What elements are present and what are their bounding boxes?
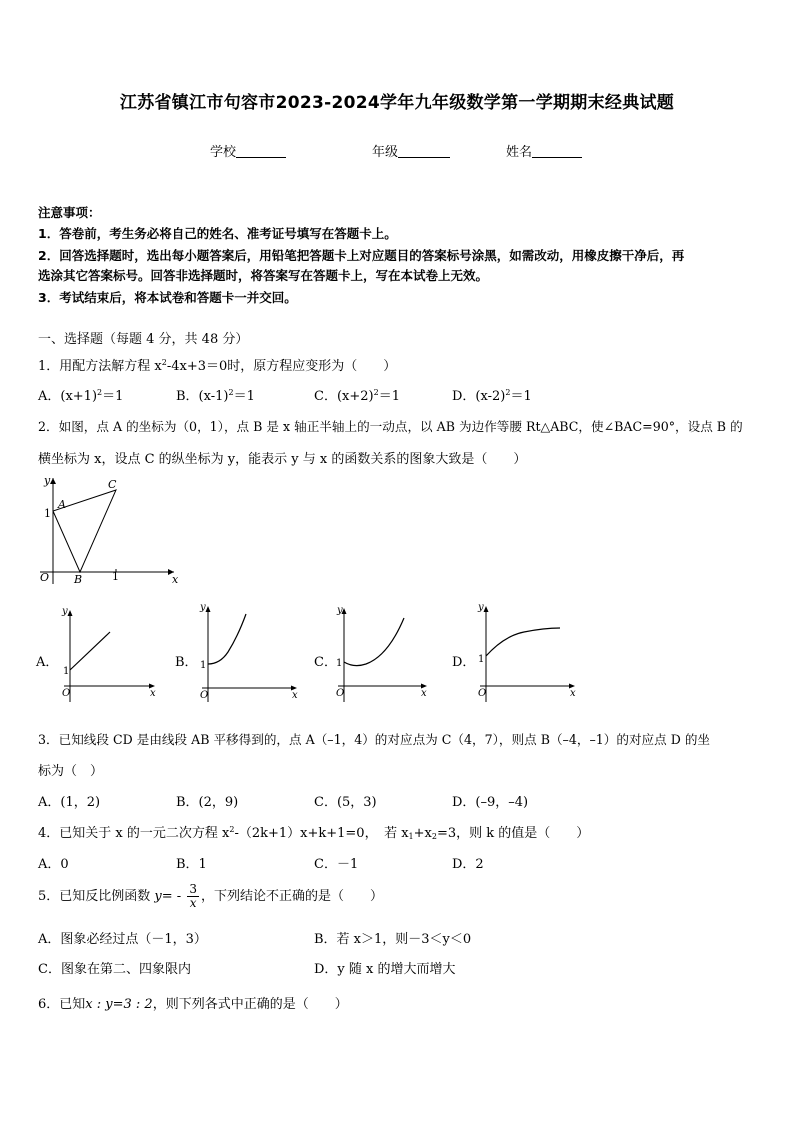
q3-option-b: B．(2，9): [176, 795, 239, 810]
graph-curve: [486, 628, 560, 656]
y-arrow: [50, 478, 56, 484]
question-4-stem: 4．已知关于 x 的一元二次方程 $x^2-(2k+1)x+k+1=0$， 若 $x_1+x_2=3$，则 k 的值是（ ）: [38, 825, 590, 841]
q5-option-d: D．y 随 x 的增大而增大: [314, 962, 456, 977]
svg-text:O: O: [200, 690, 209, 701]
fraction: $\frac{3}{x}$: [189, 882, 197, 910]
label-x: x: [172, 573, 179, 586]
label-a: A: [58, 498, 66, 511]
name-label: 姓名: [506, 145, 533, 160]
svg-text:O: O: [62, 688, 71, 699]
q2-graph-d: [474, 600, 578, 704]
note-item: 1．答卷前，考生务必将自己的姓名、准考证号填写在答题卡上。: [38, 226, 397, 241]
question-2-line1: 2．如图，点 A 的坐标为（0，1），点 B 是 x 轴正半轴上的一动点，以 AB 为边作等腰 Rt△ABC，使∠BAC=90°，设点 B 的: [38, 419, 743, 434]
svg-text:y: y: [62, 606, 68, 617]
svg-text:x: x: [421, 688, 427, 699]
label-b: B: [74, 573, 83, 586]
label-one-y: 1: [44, 507, 51, 520]
svg-text:1: 1: [336, 658, 343, 669]
page-title: 江苏省镇江市句容市2023-2024学年九年级数学第一学期期末经典试题: [119, 93, 675, 113]
question-3-line2: 标为（ ）: [38, 764, 104, 779]
svg-text:O: O: [478, 688, 487, 699]
q5-option-a: A．图象必经过点（－1，3）: [38, 932, 207, 947]
q3-option-a: A．(1，2): [38, 795, 101, 810]
school-blank: [236, 144, 286, 158]
q2-option-d-label: D．: [452, 655, 476, 670]
graph-curve: [344, 618, 404, 666]
q2-option-a-label: A．: [36, 655, 59, 670]
q4-option-a: A．0: [38, 857, 69, 872]
label-one-x: 1: [112, 570, 119, 583]
graph-line: [70, 632, 110, 670]
q3-option-c: C．(5，3): [314, 795, 377, 810]
question-5-stem: 5．已知反比例函数 y= - $\frac{3}{x}$ ，下列结论不正确的是（ ）: [38, 882, 383, 910]
question-3-line1: 3．已知线段 CD 是由线段 AB 平移得到的，点 A（–1，4）的对应点为 C（4，7），则点 B（–4，–1）的对应点 D 的坐: [38, 732, 711, 747]
question-2-line2: 横坐标为 x，设点 C 的纵坐标为 y，能表示 y 与 x 的函数关系的图象大致是（ ）: [38, 452, 527, 467]
svg-text:1: 1: [478, 654, 485, 665]
svg-text:y: y: [337, 605, 343, 616]
svg-text:x: x: [292, 690, 298, 701]
question-1-stem: 1．用配方法解方程 $x^2-4x+3=0$时，原方程应变形为（ ）: [38, 358, 397, 374]
svg-text:1: 1: [200, 660, 207, 671]
note-item: 选涂其它答案标号。回答非选择题时，将答案写在答题卡上，写在本试卷上无效。: [38, 268, 489, 283]
q3-option-d: D．(–9，–4): [452, 795, 529, 810]
q1-option-c: C．$(x+2)^2=1$: [314, 388, 400, 404]
notes-heading: 注意事项：: [38, 205, 101, 220]
graph-curve: [208, 614, 246, 664]
q4-option-c: C．－1: [314, 857, 359, 872]
school-field: [210, 141, 286, 160]
q2-option-b-label: B．: [175, 655, 198, 670]
q2-option-c-label: C．: [314, 655, 337, 670]
q1-option-b: B．$(x-1)^2=1$: [176, 388, 255, 404]
q5-option-c: C．图象在第二、四象限内: [38, 962, 191, 977]
q2-graph-c: [332, 604, 432, 704]
q1-option-a: A．$(x+1)^2=1$: [38, 388, 124, 404]
note-item: 2．回答选择题时，选出每小题答案后，用铅笔把答题卡上对应题目的答案标号涂黑，如需改动，用橡皮擦干净后，再: [38, 248, 685, 263]
svg-text:y: y: [200, 602, 206, 613]
grade-blank: [398, 144, 450, 158]
svg-text:O: O: [336, 688, 345, 699]
label-y: y: [44, 474, 51, 487]
school-label: 学校: [210, 145, 237, 160]
svg-text:1: 1: [63, 666, 70, 677]
q2-graph-b: [196, 600, 300, 704]
q2-main-figure: [36, 472, 186, 587]
label-o: O: [40, 571, 50, 584]
svg-text:y: y: [478, 602, 484, 613]
grade-field: [372, 141, 450, 160]
svg-text:x: x: [570, 688, 576, 699]
name-field: [506, 141, 582, 160]
question-6-stem: 6．已知x : y=3 : 2，则下列各式中正确的是（ ）: [38, 997, 348, 1012]
q1-option-d: D．$(x-2)^2=1$: [452, 388, 532, 404]
q2-graph-a: [58, 604, 158, 704]
note-item: 3．考试结束后，将本试卷和答题卡一并交回。: [38, 290, 297, 305]
section-heading: 一、选择题（每题 4 分，共 48 分）: [38, 332, 249, 347]
svg-text:x: x: [150, 688, 156, 699]
q4-option-d: D．2: [452, 857, 484, 872]
name-blank: [532, 144, 582, 158]
q5-option-b: B．若 x＞1，则－3＜y＜0: [314, 932, 472, 947]
q4-option-b: B．1: [176, 857, 207, 872]
label-c: C: [108, 478, 117, 491]
grade-label: 年级: [372, 145, 399, 160]
